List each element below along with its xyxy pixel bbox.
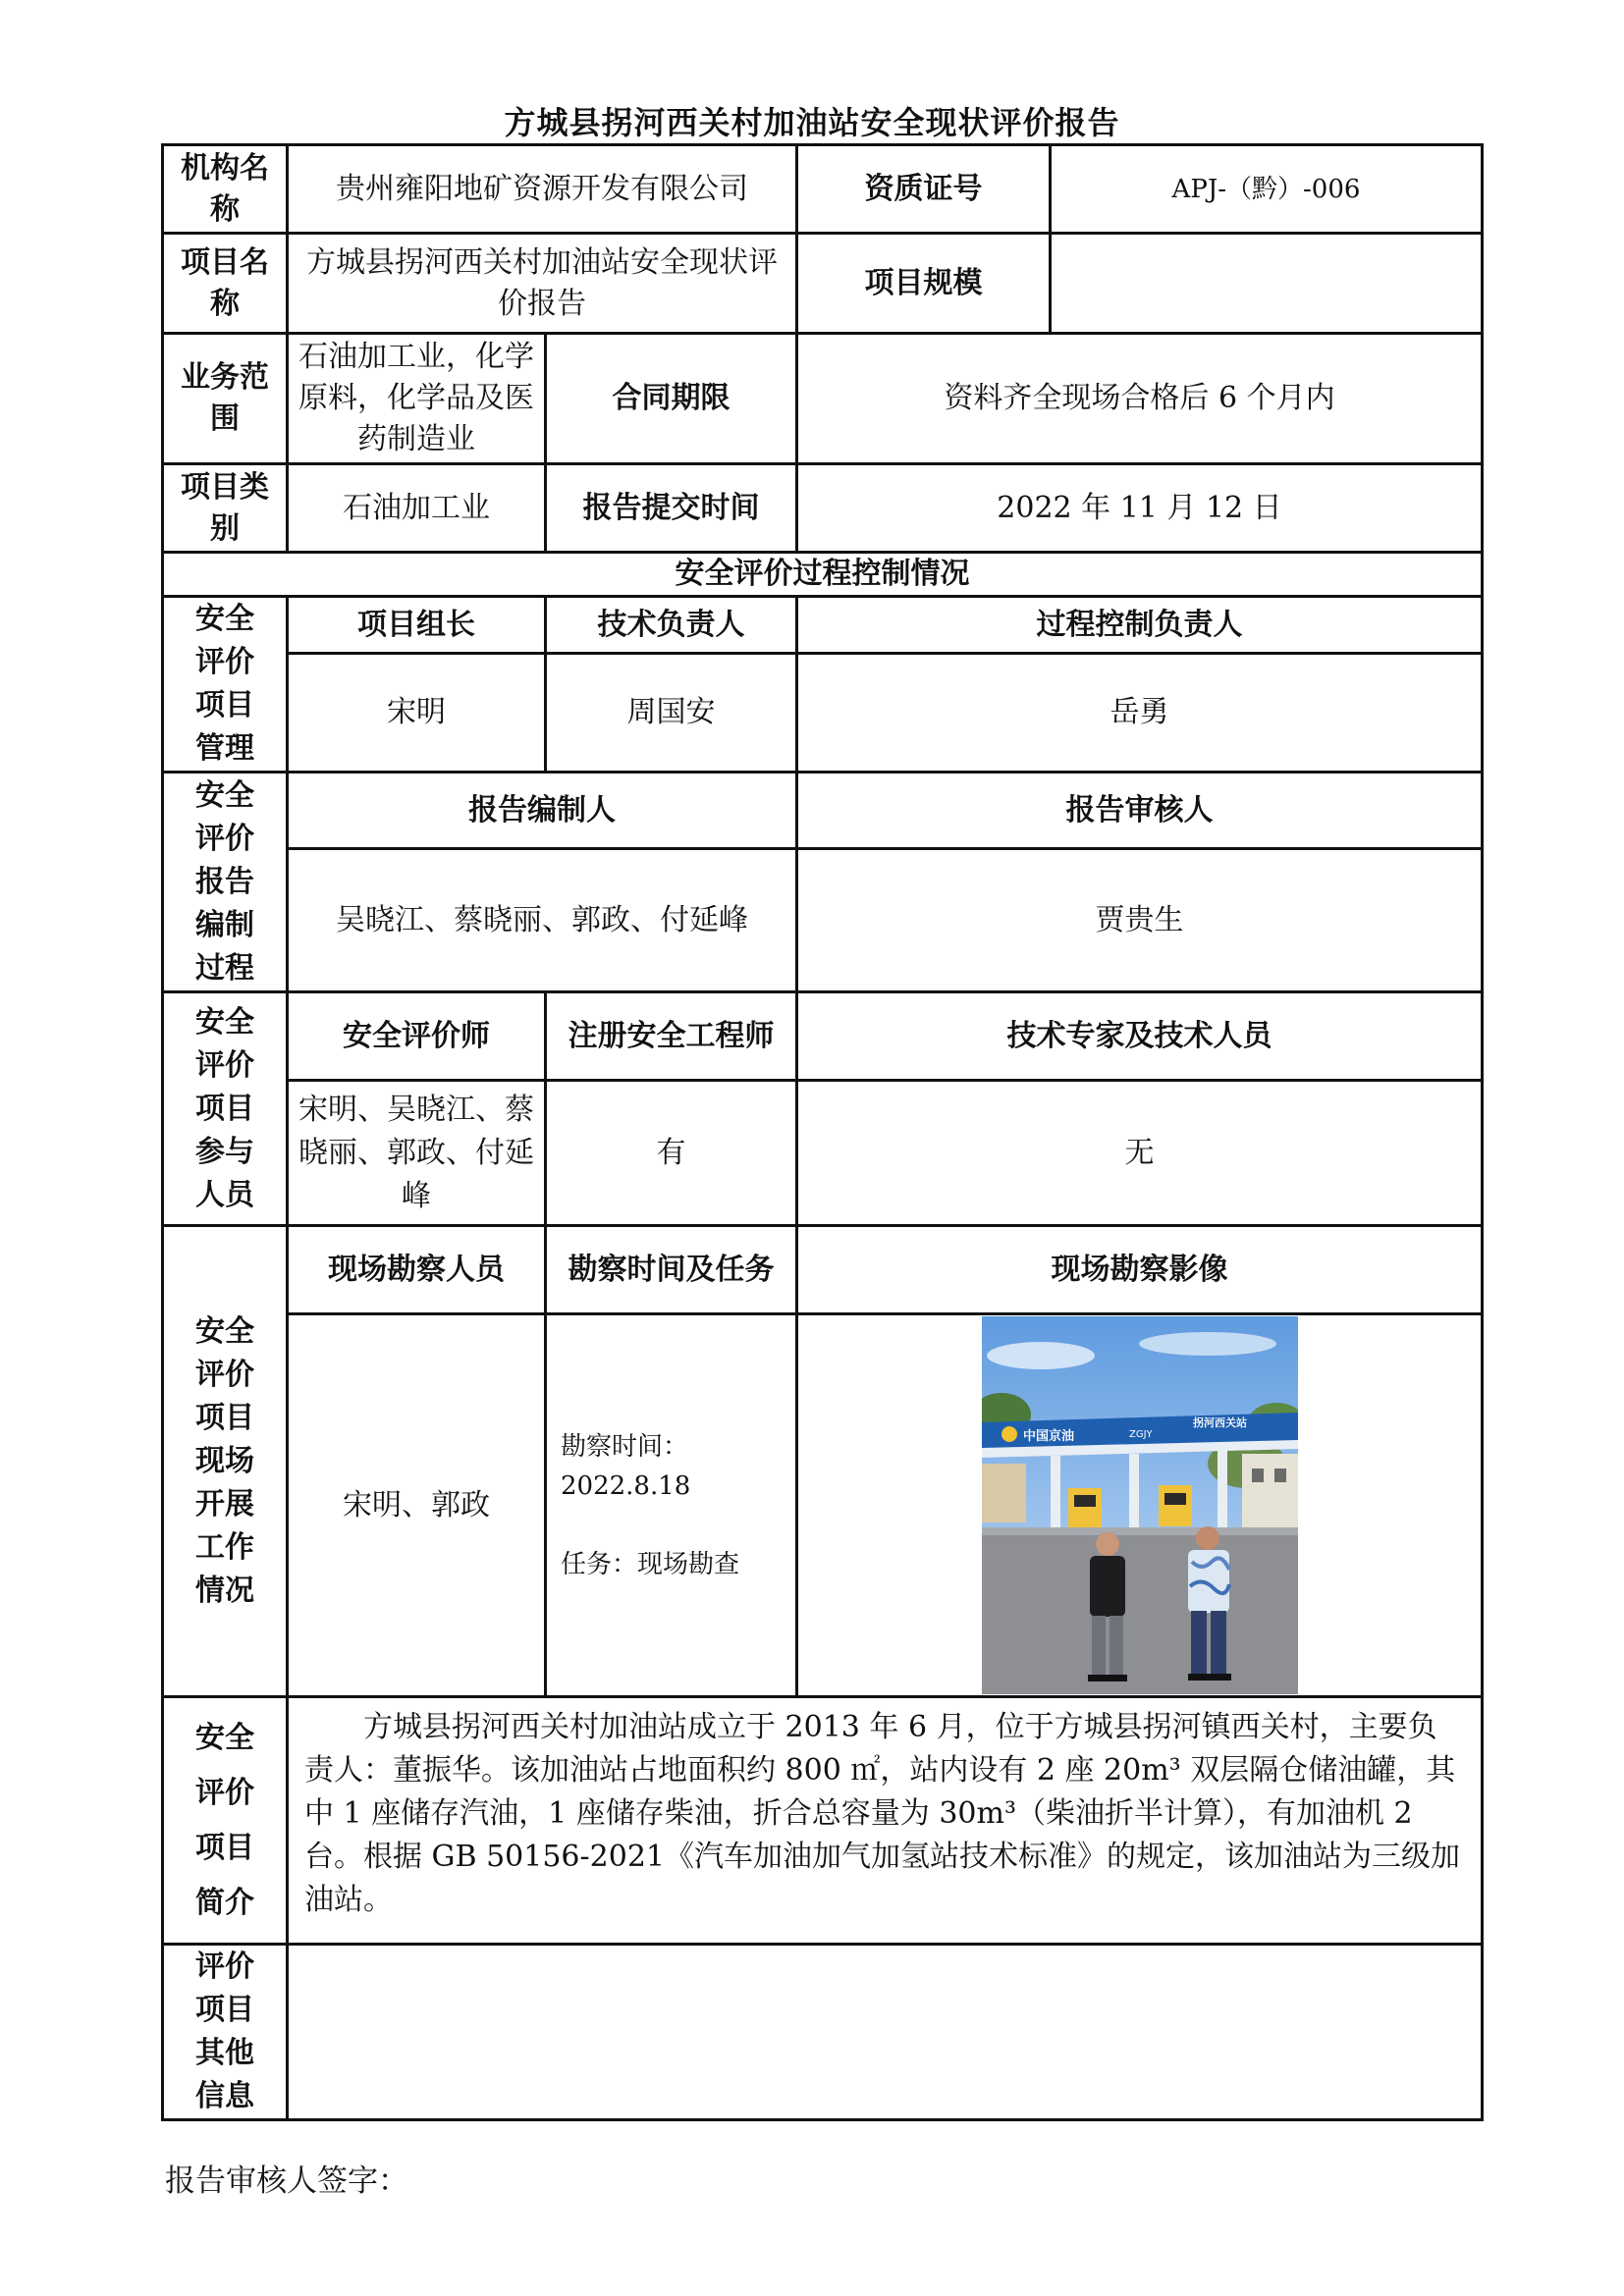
management-value-row	[163, 654, 1483, 773]
photo-sign-station: 拐河西关站	[1192, 1416, 1247, 1429]
survey-value-row	[163, 1314, 1483, 1697]
submit-label: 报告提交时间	[546, 464, 797, 553]
scale-label: 项目规模	[797, 234, 1051, 334]
other-value	[288, 1945, 1483, 2120]
project-value: 方城县拐河西关村加油站安全现状评价报告	[288, 234, 797, 334]
compile-side-label: 安全 评价 报告 编制 过程	[163, 773, 288, 992]
participants-value-row	[163, 1081, 1483, 1226]
reviewer-header: 报告审核人	[797, 773, 1483, 849]
compiler-value: 吴晓江、蔡晓丽、郭政、付延峰	[288, 849, 797, 992]
document-title: 方城县拐河西关村加油站安全现状评价报告	[504, 104, 1120, 141]
org-row	[163, 145, 1483, 234]
leader-value: 宋明	[288, 654, 546, 773]
experts-value: 无	[797, 1081, 1483, 1226]
tech-lead-value: 周国安	[546, 654, 797, 773]
scale-value	[1051, 234, 1483, 334]
report-table	[161, 143, 1484, 2121]
management-header-row	[163, 597, 1483, 654]
survey-time-value: 2022.8.18	[561, 1470, 691, 1501]
survey-photo-cell	[797, 1314, 1483, 1697]
reviewer-value: 贾贵生	[797, 849, 1483, 992]
category-row	[163, 464, 1483, 553]
survey-image-header: 现场勘察影像	[797, 1226, 1483, 1314]
surveyor-value: 宋明、郭政	[288, 1314, 546, 1697]
process-control-value: 岳勇	[797, 654, 1483, 773]
engineer-value: 有	[546, 1081, 797, 1226]
participants-side-label: 安全 评价 项目 参与 人员	[163, 992, 288, 1226]
cert-label: 资质证号	[797, 145, 1051, 234]
photo-sign-brand: ZGJY	[1128, 1429, 1153, 1440]
participants-header-row	[163, 992, 1483, 1081]
other-side-label: 评价 项目 其他 信息	[163, 1945, 288, 2120]
survey-side-label: 安全 评价 项目 现场 开展 工作 情况	[163, 1226, 288, 1697]
survey-time-header: 勘察时间及任务	[546, 1226, 797, 1314]
submit-value: 2022 年 11 月 12 日	[797, 464, 1483, 553]
survey-time-task	[546, 1314, 797, 1697]
compile-value-row	[163, 849, 1483, 992]
survey-task: 任务：现场勘查	[561, 1549, 740, 1579]
tech-lead-header: 技术负责人	[546, 597, 797, 654]
survey-header-row	[163, 1226, 1483, 1314]
reviewer-signature-label: 报告审核人签字：	[165, 2163, 408, 2199]
compiler-header: 报告编制人	[288, 773, 797, 849]
contract-value: 资料齐全现场合格后 6 个月内	[797, 334, 1483, 464]
business-label: 业务范围	[163, 334, 288, 464]
experts-header: 技术专家及技术人员	[797, 992, 1483, 1081]
business-row	[163, 334, 1483, 464]
leader-header: 项目组长	[288, 597, 546, 654]
category-label: 项目类别	[163, 464, 288, 553]
intro-text: 方城县拐河西关村加油站成立于 2013 年 6 月，位于方城县拐河镇西关村，主要负责人：董振华。该加油站占地面积约 800 ㎡，站内设有 2 座 20m³ 双层隔仓储油罐，其中 1 座储存汽油，1 座储存柴油，折合总容量为 30m³（柴油折半计算），有加油机 2 台。根据 GB 50156-2021《汽车加油加气加氢站技术标准》的规定，该加油站为三级加油站。	[288, 1697, 1483, 1945]
process-control-header: 过程控制负责人	[797, 597, 1483, 654]
contract-label: 合同期限	[546, 334, 797, 464]
process-title-row	[163, 553, 1483, 597]
survey-time-label: 勘察时间：	[561, 1431, 689, 1462]
org-value: 贵州雍阳地矿资源开发有限公司	[288, 145, 797, 234]
org-label: 机构名称	[163, 145, 288, 234]
project-label: 项目名称	[163, 234, 288, 334]
assessor-value: 宋明、吴晓江、蔡晓丽、郭政、付延峰	[288, 1081, 546, 1226]
other-row	[163, 1945, 1483, 2120]
intro-side-label: 安全 评价 项目 简介	[163, 1697, 288, 1945]
engineer-header: 注册安全工程师	[546, 992, 797, 1081]
surveyor-header: 现场勘察人员	[288, 1226, 546, 1314]
project-row	[163, 234, 1483, 334]
business-value: 石油加工业，化学原料，化学品及医药制造业	[288, 334, 546, 464]
category-value: 石油加工业	[288, 464, 546, 553]
photo-sign-main: 中国京油	[1022, 1429, 1074, 1444]
assessor-header: 安全评价师	[288, 992, 546, 1081]
compile-header-row	[163, 773, 1483, 849]
site-survey-photo	[982, 1316, 1298, 1694]
intro-row	[163, 1697, 1483, 1945]
process-title: 安全评价过程控制情况	[163, 553, 1483, 597]
cert-value: APJ-（黔）-006	[1051, 145, 1483, 234]
management-side-label: 安全 评价 项目 管理	[163, 597, 288, 773]
